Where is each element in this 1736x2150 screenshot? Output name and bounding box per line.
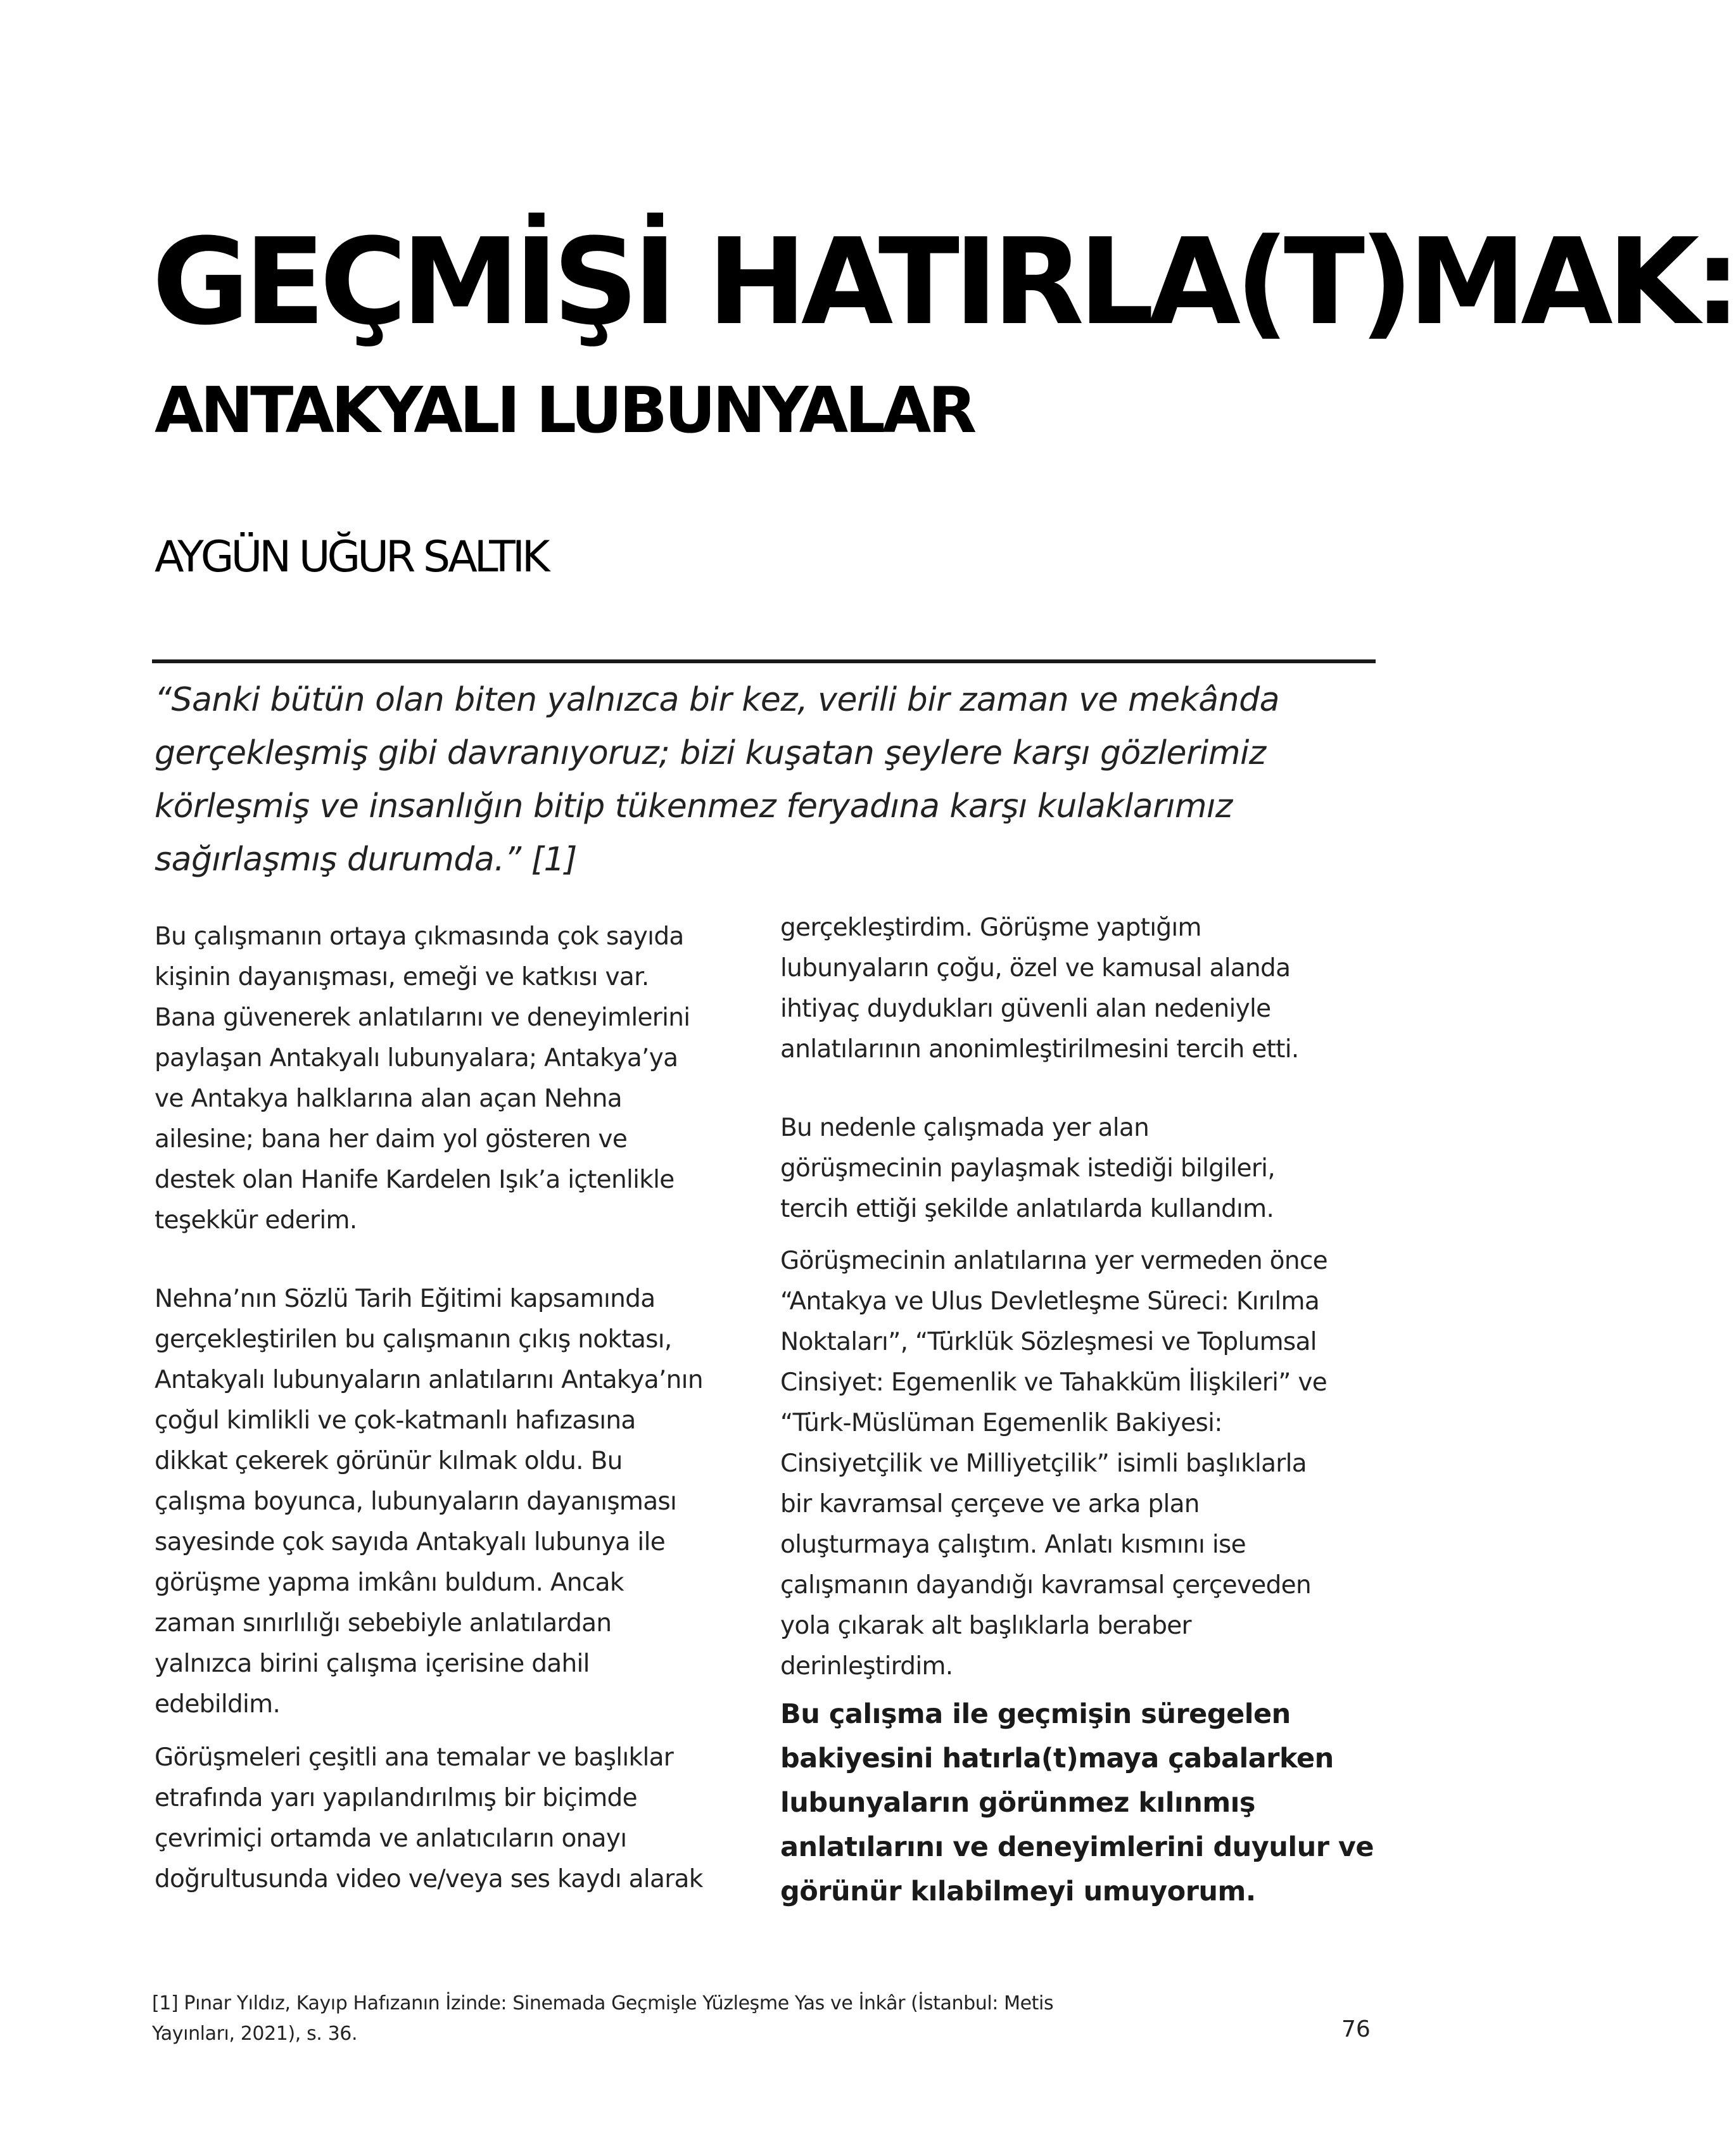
text-line: anlatılarını ve deneyimlerini duyulur ve	[780, 1831, 1374, 1863]
text-line: görüşmecinin paylaşmak istediği bilgileri,	[780, 1154, 1276, 1183]
divider-rule	[152, 659, 1376, 663]
footnote-line: Yayınları, 2021), s. 36.	[152, 2023, 358, 2045]
text-line: Görüşmeleri çeşitli ana temalar ve başlıklar	[155, 1743, 674, 1772]
text-line: Cinsiyetçilik ve Milliyetçilik” isimli başlıklarla	[780, 1449, 1307, 1478]
text-line: edebildim.	[155, 1690, 281, 1719]
footnote-line: [1] Pınar Yıldız, Kayıp Hafızanın İzinde: Sinemada Geçmişle Yüzleşme Yas ve İnkâr (İstanbul: Metis	[152, 1992, 1054, 2014]
framework-paragraph	[780, 1241, 1376, 1687]
text-line: lubunyaların görünmez kılınmış	[780, 1787, 1255, 1819]
text-line: “Antakya ve Ulus Devletleşme Süreci: Kırılma	[780, 1287, 1320, 1316]
acknowledgement-paragraph	[155, 917, 750, 1241]
text-line: paylaşan Antakyalı lubunyalara; Antakya’ya	[155, 1044, 678, 1072]
text-line: dikkat çekerek görünür kılmak oldu. Bu	[155, 1447, 623, 1475]
author-name: AYGÜN UĞUR SALTIK	[155, 532, 547, 582]
text-line: “Türk-Müslüman Egemenlik Bakiyesi:	[780, 1409, 1222, 1437]
page-title: GEÇMİŞİ HATIRLA(T)MAK:	[152, 213, 1736, 352]
study-origin-paragraph	[155, 1279, 750, 1725]
text-line: lubunyaların çoğu, özel ve kamusal alanda	[780, 954, 1291, 983]
text-line: ve Antakya halklarına alan açan Nehna	[155, 1085, 622, 1113]
text-line: Noktaları”, “Türklük Sözleşmesi ve Toplumsal	[780, 1328, 1317, 1356]
text-line: Bu çalışma ile geçmişin süregelen	[780, 1698, 1291, 1730]
epigraph-line: sağırlaşmış durumda.” [1]	[155, 841, 577, 879]
text-line: çalışma boyunca, lubunyaların dayanışması	[155, 1487, 677, 1516]
epigraph-quote	[155, 673, 1358, 886]
epigraph-line: “Sanki bütün olan biten yalnızca bir kez, verili bir zaman ve mekânda	[155, 681, 1279, 719]
footnote	[152, 1988, 1229, 2049]
text-line: bakiyesini hatırla(t)maya çabalarken	[780, 1743, 1334, 1774]
epigraph-line: körleşmiş ve insanlığın bitip tükenmez feryadına karşı kulaklarımız	[155, 787, 1232, 825]
text-line: gerçekleştirdim. Görüşme yaptığım	[780, 913, 1201, 942]
text-line: gerçekleştirilen bu çalışmanın çıkış noktası,	[155, 1325, 672, 1354]
text-line: oluşturmaya çalıştım. Anlatı kısmını ise	[780, 1530, 1246, 1559]
text-line: ailesine; bana her daim yol gösteren ve	[155, 1125, 628, 1154]
closing-statement	[780, 1692, 1376, 1914]
anonymity-paragraph	[780, 1108, 1376, 1230]
text-line: Görüşmecinin anlatılarına yer vermeden önce	[780, 1247, 1327, 1275]
text-line: sayesinde çok sayıda Antakyalı lubunya ile	[155, 1528, 665, 1556]
text-line: Nehna’nın Sözlü Tarih Eğitimi kapsamında	[155, 1285, 656, 1313]
text-line: çalışmanın dayandığı kavramsal çerçeveden	[780, 1571, 1311, 1600]
text-line: Bana güvenerek anlatılarını ve deneyimlerini	[155, 1003, 690, 1032]
text-line: görüşme yapma imkânı buldum. Ancak	[155, 1568, 624, 1597]
text-line: görünür kılabilmeyi umuyorum.	[780, 1876, 1256, 1907]
text-line: yalnızca birini çalışma içerisine dahil	[155, 1650, 590, 1678]
text-line: yola çıkarak alt başlıklarla beraber	[780, 1612, 1191, 1640]
method-paragraph	[155, 1738, 750, 1900]
text-line: Bu çalışmanın ortaya çıkmasında çok sayıda	[155, 922, 684, 951]
page-subtitle: ANTAKYALI LUBUNYALAR	[155, 373, 974, 447]
text-line: bir kavramsal çerçeve ve arka plan	[780, 1490, 1200, 1518]
text-line: çoğul kimlikli ve çok-katmanlı hafızasına	[155, 1406, 636, 1435]
epigraph-line: gerçekleşmiş gibi davranıyoruz; bizi kuşatan şeylere karşı gözlerimiz	[155, 734, 1266, 772]
text-line: doğrultusunda video ve/veya ses kaydı alarak	[155, 1865, 703, 1893]
page-number: 76	[1341, 2016, 1371, 2042]
text-line: Antakyalı lubunyaların anlatılarını Antakya’nın	[155, 1366, 703, 1394]
text-line: kişinin dayanışması, emeği ve katkısı var.	[155, 963, 649, 991]
text-line: teşekkür ederim.	[155, 1206, 357, 1235]
text-line: etrafında yarı yapılandırılmış bir biçimde	[155, 1784, 637, 1812]
text-line: tercih ettiği şekilde anlatılarda kullandım.	[780, 1195, 1274, 1223]
text-line: ihtiyaç duydukları güvenli alan nedeniyle	[780, 995, 1271, 1023]
text-line: Bu nedenle çalışmada yer alan	[780, 1114, 1150, 1142]
text-line: destek olan Hanife Kardelen Işık’a içtenlikle	[155, 1166, 675, 1194]
left-column	[155, 917, 750, 1900]
right-column	[780, 908, 1376, 1914]
text-line: Cinsiyet: Egemenlik ve Tahakküm İlişkileri” ve	[780, 1368, 1327, 1397]
text-line: anlatılarının anonimleştirilmesini tercih etti.	[780, 1035, 1299, 1064]
method-continued-paragraph	[780, 908, 1376, 1070]
text-line: çevrimiçi ortamda ve anlatıcıların onayı	[155, 1824, 627, 1853]
text-line: derinleştirdim.	[780, 1652, 953, 1681]
text-line: zaman sınırlılığı sebebiyle anlatılardan	[155, 1609, 612, 1638]
